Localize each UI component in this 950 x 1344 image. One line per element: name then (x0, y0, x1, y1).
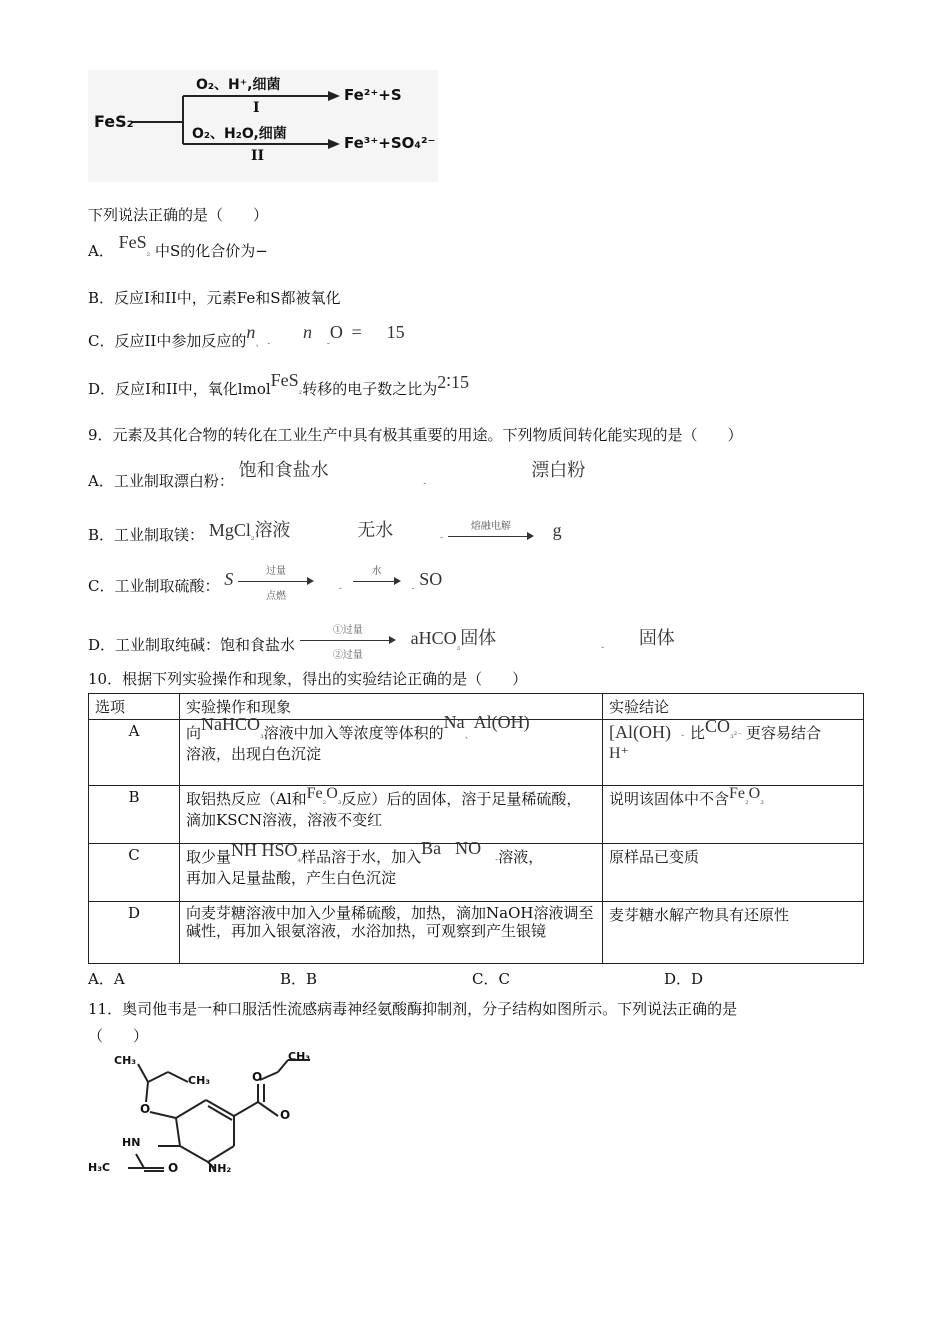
label-nh2: NH₂ (208, 1162, 232, 1175)
table-row: B 取铝热反应（Al和Fe₂O₃反应）后的固体，溶于足量稀硫酸，滴加KSCN溶液，溶液不变红 说明该固体中不含Fe₂O₃ (89, 786, 864, 844)
scheme-lower-conditions: O₂、H₂O,细菌 (192, 126, 287, 142)
scheme-upper-label: I (253, 100, 260, 116)
q9-d-arrow: ①过量 ②过量 (300, 633, 396, 647)
scheme-lower-products: Fe³⁺+SO₄²⁻ (344, 134, 436, 152)
reaction-scheme (88, 70, 438, 182)
label-hn: HN (122, 1136, 141, 1149)
q10-stem: 10．根据下列实验操作和现象，得出的实验结论正确的是（ ） (88, 670, 528, 688)
table-row: A 向NaHCO₃溶液中加入等浓度等体积的Na、Al(OH) 溶液，出现白色沉淀 [Al(OH) - 比CO₃²⁻ 更容易结合 H⁺ (89, 720, 864, 786)
scheme-lower-label: II (251, 148, 265, 164)
q10-choice-b: B．B (280, 970, 318, 988)
oseltamivir-structure (88, 1050, 323, 1180)
q8-option-b: B．反应I和II中，元素Fe和S都被氧化 (88, 289, 341, 307)
q9-option-c: C．工业制取硫酸： S 过量 点燃 - 水 - SO (88, 566, 443, 602)
table-row: C 取少量NH HSO₄样品溶于水，加入Ba NO-溶液， 再加入足量盐酸，产生白色沉淀 原样品已变质 (89, 844, 864, 902)
header-option: 选项 (89, 694, 180, 720)
label-o-amide: O (168, 1161, 179, 1175)
q10-choice-a: A．A (88, 970, 125, 988)
q9-option-a: A．工业制取漂白粉： 饱和食盐水 - 漂白粉 (88, 460, 586, 490)
q8-stem: 下列说法正确的是（ ） (88, 206, 269, 224)
q9-option-d: D．工业制取纯碱：饱和食盐水 ①过量 ②过量 aHCO₃固体 - 固体 (88, 625, 675, 661)
q9-stem: 9．元素及其化合物的转化在工业生产中具有极其重要的用途。下列物质间转化能实现的是（ ） (88, 426, 743, 444)
scheme-reactant: FeS₂ (94, 112, 134, 131)
q10-choice-c: C．C (472, 970, 510, 988)
q8-a-formula: FeS (118, 232, 147, 252)
header-operation: 实验操作和现象 (180, 694, 603, 720)
q10-choice-d: D．D (664, 970, 704, 988)
header-conclusion: 实验结论 (603, 694, 864, 720)
scheme-upper-conditions: O₂、H⁺,细菌 (196, 77, 281, 93)
q8-option-d: D．反应I和II中，氧化lmolFeS₂转移的电子数之比为2∶15 (88, 370, 469, 398)
label-h3c: H₃C (88, 1161, 111, 1174)
q9-c-arrow-2: 水 (353, 574, 401, 588)
q8-option-c: C．反应II中参加反应的n、 - n -O = 15 (88, 322, 405, 350)
scheme-upper-products: Fe²⁺+S (344, 86, 402, 104)
q10-table (88, 693, 864, 964)
label-ch3-b: CH₃ (188, 1074, 211, 1087)
table-row: D 向麦芽糖溶液中加入少量稀硫酸，加热，滴加NaOH溶液调至碱性，再加入银氨溶液，水浴加热，可观察到产生银镜 麦芽糖水解产物具有还原性 (89, 902, 864, 964)
q9-c-arrow-1: 过量 点燃 (238, 574, 314, 588)
label-o-carbonyl: O (280, 1108, 291, 1122)
label-ch3-a: CH₃ (114, 1054, 137, 1067)
q8-option-a: A． FeS₂ 中S的化合价为− (88, 232, 268, 260)
q11-stem-line1: 11．奥司他韦是一种口服活性流感病毒神经氨酸酶抑制剂，分子结构如图所示。下列说法正确的是 (88, 1000, 738, 1018)
label-ch3-c: CH₃ (288, 1050, 311, 1063)
q11-stem-line2: （ ） (88, 1027, 149, 1045)
q9-option-b: B．工业制取镁： MgCl₂溶液 无水 - 熔融电解 g (88, 520, 562, 544)
q9-b-arrow: 熔融电解 (448, 529, 534, 543)
label-o-ester: O (252, 1070, 263, 1084)
label-o-ether: O (140, 1102, 151, 1116)
